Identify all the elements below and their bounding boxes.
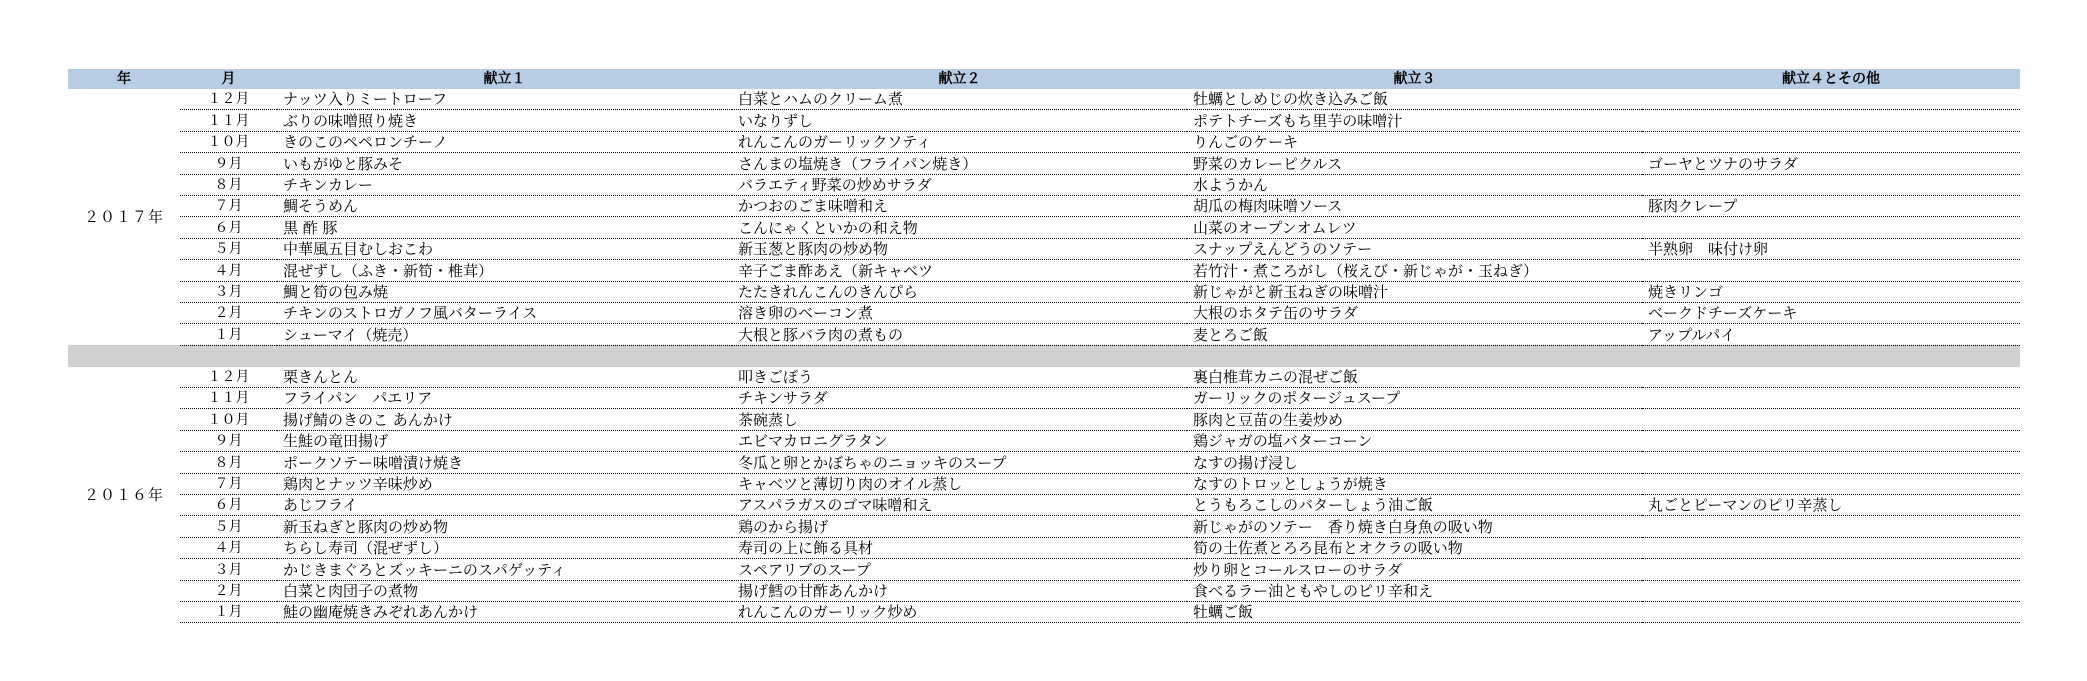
month-cell[interactable]: １月 [180, 324, 277, 345]
menu-3-cell[interactable]: 豚肉と豆苗の生姜炒め [1187, 409, 1642, 430]
month-cell[interactable]: １月 [180, 601, 277, 622]
menu-3-cell[interactable]: 水ようかん [1187, 174, 1642, 195]
menu-4-cell[interactable] [1642, 559, 2020, 580]
menu-3-cell[interactable]: 野菜のカレーピクルス [1187, 153, 1642, 174]
table-row [68, 174, 2020, 195]
header-menu-4-other[interactable]: 献立４とその他 [1642, 69, 2020, 89]
menu-1-cell[interactable]: 栗きんとん [277, 367, 732, 388]
menu-1-cell[interactable]: ナッツ入りミートローフ [277, 89, 732, 110]
menu-2-cell[interactable]: こんにゃくといかの和え物 [732, 217, 1187, 238]
month-cell[interactable]: ６月 [180, 495, 277, 516]
table-row [68, 601, 2020, 622]
menu-3-cell[interactable]: 牡蠣としめじの炊き込みご飯 [1187, 89, 1642, 110]
header-row [68, 69, 2020, 89]
menu-1-cell[interactable]: ちらし寿司（混ぜずし） [277, 537, 732, 558]
menu-3-cell[interactable]: とうもろこしのバターしょう油ご飯 [1187, 495, 1642, 516]
menu-4-cell[interactable]: 丸ごとピーマンのピリ辛蒸し [1642, 495, 2020, 516]
menu-4-cell[interactable] [1642, 367, 2020, 388]
header-year[interactable]: 年 [68, 69, 180, 89]
table-row [68, 388, 2020, 409]
table-row [68, 89, 2020, 110]
table-row [68, 153, 2020, 174]
menu-2-cell[interactable]: 寿司の上に飾る具材 [732, 537, 1187, 558]
menu-3-cell[interactable]: 新じゃがのソテー 香り焼き白身魚の吸い物 [1187, 516, 1642, 537]
menu-3-cell[interactable]: なすのトロッとしょうが焼き [1187, 473, 1642, 494]
menu-table [68, 69, 2020, 623]
table-row [68, 131, 2020, 152]
menu-1-cell[interactable]: 混ぜずし（ふき・新筍・椎茸） [277, 260, 732, 281]
year-cell[interactable]: ２０１７年 [83, 208, 164, 227]
menu-2-cell[interactable]: 辛子ごま酢あえ（新キャベツ [732, 260, 1187, 281]
menu-1-cell[interactable]: あじフライ [277, 495, 732, 516]
header-month[interactable]: 月 [180, 69, 277, 89]
menu-2-cell[interactable]: かつおのごま味噌和え [732, 195, 1187, 216]
menu-3-cell[interactable]: 胡瓜の梅肉味噌ソース [1187, 195, 1642, 216]
menu-4-cell[interactable] [1642, 89, 2020, 110]
menu-4-cell[interactable] [1642, 601, 2020, 622]
menu-2-cell[interactable]: 白菜とハムのクリーム煮 [732, 89, 1187, 110]
header-menu-2[interactable]: 献立２ [732, 69, 1187, 89]
menu-2-cell[interactable]: キャベツと薄切り肉のオイル蒸し [732, 473, 1187, 494]
menu-2-cell[interactable]: 茶碗蒸し [732, 409, 1187, 430]
table-row [68, 110, 2020, 131]
header-menu-3[interactable]: 献立３ [1187, 69, 1642, 89]
menu-2-cell[interactable]: エビマカロニグラタン [732, 430, 1187, 451]
menu-2-cell[interactable]: 揚げ鱈の甘酢あんかけ [732, 580, 1187, 601]
month-cell[interactable]: １２月 [180, 367, 277, 388]
menu-3-cell[interactable]: 山菜のオープンオムレツ [1187, 217, 1642, 238]
month-cell[interactable]: ９月 [180, 153, 277, 174]
menu-1-cell[interactable]: 白菜と肉団子の煮物 [277, 580, 732, 601]
menu-4-cell[interactable]: アップルパイ [1642, 324, 2020, 345]
menu-4-cell[interactable] [1642, 580, 2020, 601]
menu-3-cell[interactable]: 麦とろご飯 [1187, 324, 1642, 345]
table-row [68, 537, 2020, 558]
menu-1-cell[interactable]: ポークソテー味噌漬け焼き [277, 452, 732, 473]
menu-4-cell[interactable] [1642, 537, 2020, 558]
menu-2-cell[interactable]: 新玉葱と豚肉の炒め物 [732, 238, 1187, 259]
menu-4-cell[interactable] [1642, 110, 2020, 131]
menu-1-cell[interactable]: シューマイ（焼売） [277, 324, 732, 345]
table-row [68, 281, 2020, 302]
menu-1-cell[interactable]: 生鮭の竜田揚げ [277, 430, 732, 451]
menu-1-cell[interactable]: 新玉ねぎと豚肉の炒め物 [277, 516, 732, 537]
menu-2-cell[interactable]: バラエティ野菜の炒めサラダ [732, 174, 1187, 195]
table-row [68, 452, 2020, 473]
menu-3-cell[interactable]: ガーリックのポタージュスープ [1187, 388, 1642, 409]
menu-3-cell[interactable]: なすの揚げ浸し [1187, 452, 1642, 473]
menu-2-cell[interactable]: れんこんのガーリックソティ [732, 131, 1187, 152]
menu-3-cell[interactable]: 筍の土佐煮とろろ昆布とオクラの吸い物 [1187, 537, 1642, 558]
month-cell[interactable]: ３月 [180, 281, 277, 302]
menu-1-cell[interactable]: 中華風五目むしおこわ [277, 238, 732, 259]
menu-3-cell[interactable]: 炒り卵とコールスローのサラダ [1187, 559, 1642, 580]
menu-2-cell[interactable]: たたきれんこんのきんぴら [732, 281, 1187, 302]
menu-1-cell[interactable]: きのこのペペロンチーノ [277, 131, 732, 152]
table-row [68, 516, 2020, 537]
menu-3-cell[interactable]: 大根のホタテ缶のサラダ [1187, 302, 1642, 323]
menu-1-cell[interactable]: 鯛そうめん [277, 195, 732, 216]
menu-3-cell[interactable]: 牡蠣ご飯 [1187, 601, 1642, 622]
menu-2-cell[interactable]: 冬瓜と卵とかぼちゃのニョッキのスープ [732, 452, 1187, 473]
month-cell[interactable]: ７月 [180, 195, 277, 216]
table-row [68, 367, 2020, 388]
month-cell[interactable]: ４月 [180, 537, 277, 558]
month-cell[interactable]: １０月 [180, 409, 277, 430]
menu-1-cell[interactable]: フライパン パエリア [277, 388, 732, 409]
menu-1-cell[interactable]: チキンカレー [277, 174, 732, 195]
month-cell[interactable]: ２月 [180, 580, 277, 601]
month-cell[interactable]: １２月 [180, 89, 277, 110]
menu-1-cell[interactable]: 黒 酢 豚 [277, 217, 732, 238]
menu-1-cell[interactable]: 鶏肉とナッツ辛味炒め [277, 473, 732, 494]
month-cell[interactable]: ５月 [180, 516, 277, 537]
menu-2-cell[interactable]: 溶き卵のベーコン煮 [732, 302, 1187, 323]
month-cell[interactable]: ８月 [180, 174, 277, 195]
month-cell[interactable]: １１月 [180, 110, 277, 131]
table-row [68, 559, 2020, 580]
menu-4-cell[interactable] [1642, 388, 2020, 409]
year-cell[interactable]: ２０１６年 [83, 485, 164, 504]
header-menu-1[interactable]: 献立１ [277, 69, 732, 89]
table-row [68, 495, 2020, 516]
menu-4-cell[interactable] [1642, 516, 2020, 537]
menu-3-cell[interactable]: 食べるラー油ともやしのピリ辛和え [1187, 580, 1642, 601]
month-cell[interactable]: ７月 [180, 473, 277, 494]
menu-4-cell[interactable] [1642, 430, 2020, 451]
menu-4-cell[interactable] [1642, 217, 2020, 238]
menu-spreadsheet [68, 69, 2020, 623]
menu-1-cell[interactable]: 鮭の幽庵焼きみぞれあんかけ [277, 601, 732, 622]
menu-3-cell[interactable]: 裏白椎茸カニの混ぜご飯 [1187, 367, 1642, 388]
menu-3-cell[interactable]: スナップえんどうのソテー [1187, 238, 1642, 259]
menu-4-cell[interactable] [1642, 260, 2020, 281]
menu-4-cell[interactable] [1642, 409, 2020, 430]
month-cell[interactable]: ３月 [180, 559, 277, 580]
table-row [68, 238, 2020, 259]
month-cell[interactable]: ８月 [180, 452, 277, 473]
menu-1-cell[interactable]: いもがゆと豚みそ [277, 153, 732, 174]
month-cell[interactable]: ６月 [180, 217, 277, 238]
table-row [68, 217, 2020, 238]
menu-2-cell[interactable]: さんまの塩焼き（フライパン焼き） [732, 153, 1187, 174]
menu-4-cell[interactable]: ゴーヤとツナのサラダ [1642, 153, 2020, 174]
menu-1-cell[interactable]: 鯛と筍の包み焼 [277, 281, 732, 302]
table-row [68, 580, 2020, 601]
table-row [68, 324, 2020, 345]
menu-2-cell[interactable]: 鶏のから揚げ [732, 516, 1187, 537]
menu-3-cell[interactable]: 新じゃがと新玉ねぎの味噌汁 [1187, 281, 1642, 302]
month-cell[interactable]: ４月 [180, 260, 277, 281]
month-cell[interactable]: １１月 [180, 388, 277, 409]
table-row [68, 302, 2020, 323]
menu-2-cell[interactable]: チキンサラダ [732, 388, 1187, 409]
table-row [68, 195, 2020, 216]
menu-3-cell[interactable]: 鶏ジャガの塩バターコーン [1187, 430, 1642, 451]
table-row [68, 409, 2020, 430]
menu-4-cell[interactable]: ベークドチーズケーキ [1642, 302, 2020, 323]
separator-cell[interactable] [68, 345, 2020, 367]
menu-4-cell[interactable]: 豚肉クレープ [1642, 195, 2020, 216]
menu-1-cell[interactable]: かじきまぐろとズッキーニのスパゲッティ [277, 559, 732, 580]
table-row [68, 430, 2020, 451]
menu-4-cell[interactable] [1642, 452, 2020, 473]
menu-4-cell[interactable] [1642, 174, 2020, 195]
menu-2-cell[interactable]: れんこんのガーリック炒め [732, 601, 1187, 622]
year-separator-row [68, 345, 2020, 367]
menu-2-cell[interactable]: いなりずし [732, 110, 1187, 131]
menu-2-cell[interactable]: アスパラガスのゴマ味噌和え [732, 495, 1187, 516]
table-row [68, 473, 2020, 494]
menu-2-cell[interactable]: スペアリブのスープ [732, 559, 1187, 580]
month-cell[interactable]: １０月 [180, 131, 277, 152]
menu-1-cell[interactable]: チキンのストロガノフ風バターライス [277, 302, 732, 323]
table-row [68, 260, 2020, 281]
menu-2-cell[interactable]: 大根と豚バラ肉の煮もの [732, 324, 1187, 345]
month-cell[interactable]: ２月 [180, 302, 277, 323]
menu-1-cell[interactable]: 揚げ鯖のきのこ あんかけ [277, 409, 732, 430]
menu-3-cell[interactable]: ポテトチーズもち里芋の味噌汁 [1187, 110, 1642, 131]
menu-4-cell[interactable] [1642, 473, 2020, 494]
menu-4-cell[interactable] [1642, 131, 2020, 152]
menu-4-cell[interactable]: 半熟卵 味付け卵 [1642, 238, 2020, 259]
menu-3-cell[interactable]: りんごのケーキ [1187, 131, 1642, 152]
month-cell[interactable]: ９月 [180, 430, 277, 451]
menu-4-cell[interactable]: 焼きリンゴ [1642, 281, 2020, 302]
month-cell[interactable]: ５月 [180, 238, 277, 259]
menu-2-cell[interactable]: 叩きごぼう [732, 367, 1187, 388]
menu-1-cell[interactable]: ぶりの味噌照り焼き [277, 110, 732, 131]
menu-3-cell[interactable]: 若竹汁・煮ころがし（桜えび・新じゃが・玉ねぎ） [1187, 260, 1642, 281]
